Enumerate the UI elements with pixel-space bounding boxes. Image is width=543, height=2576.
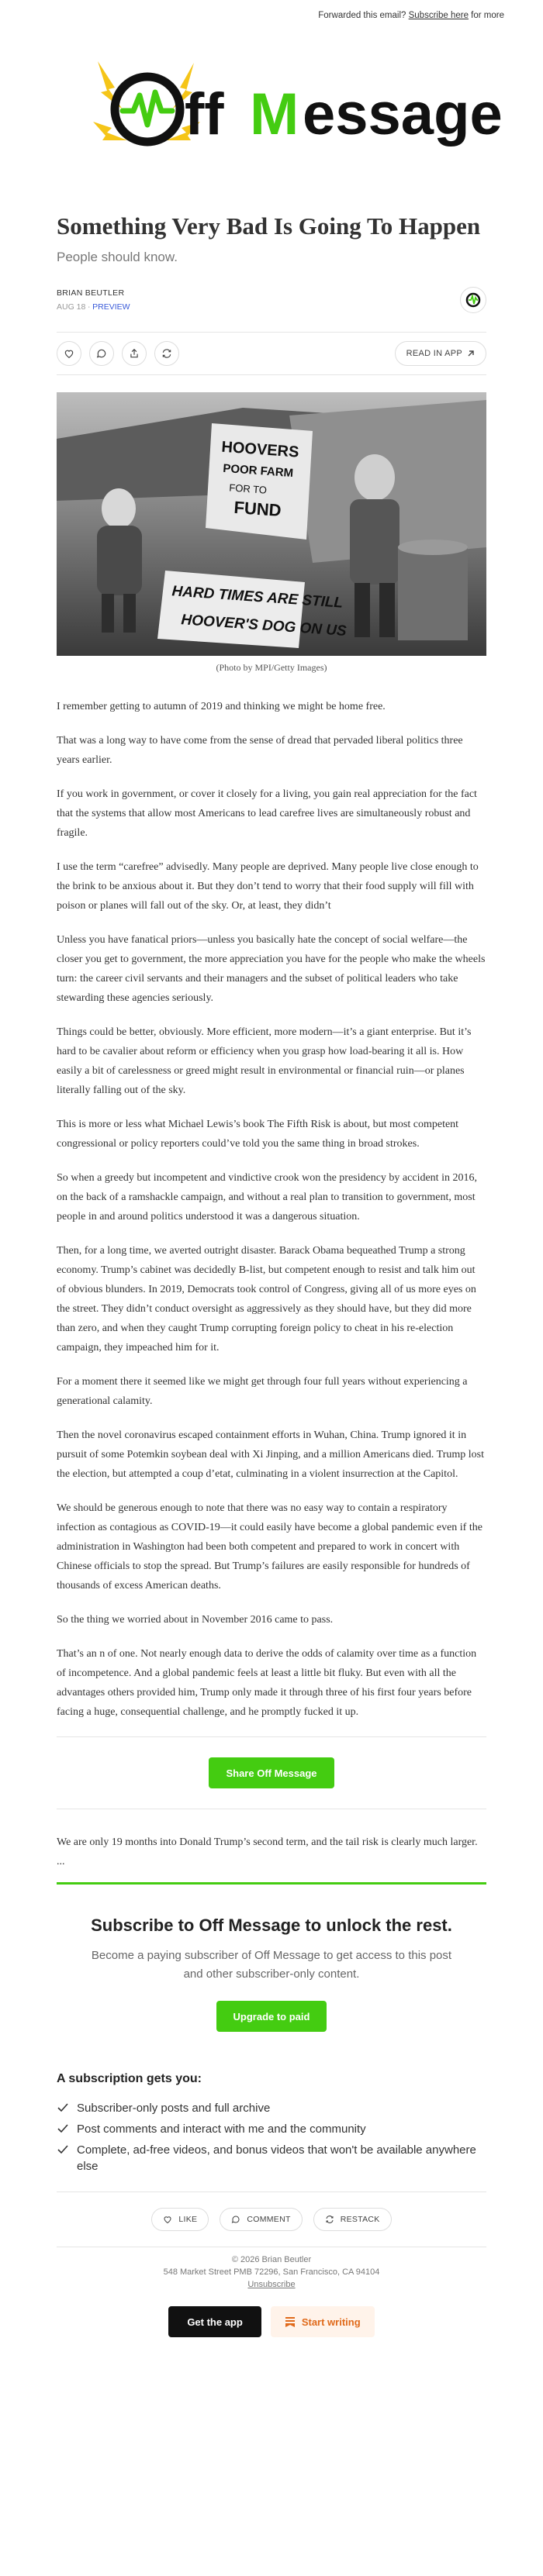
like-button[interactable] bbox=[57, 341, 81, 366]
restack-button[interactable] bbox=[154, 341, 179, 366]
hero-photo-art bbox=[57, 392, 486, 656]
paywall-text: Become a paying subscriber of Off Message to get access to this post and other subscriber-only content. bbox=[91, 1949, 452, 1981]
post-subtitle: People should know. bbox=[57, 250, 178, 264]
get-the-app-button[interactable]: Get the app bbox=[168, 2306, 261, 2337]
svg-text:HARD TIMES ARE STILL: HARD TIMES ARE STILL bbox=[171, 583, 344, 612]
mailing-address: 548 Market Street PMB 72296, San Francisco, CA 94104 bbox=[163, 2267, 380, 2277]
author-name[interactable]: BRIAN BEUTLER bbox=[57, 288, 125, 298]
byline bbox=[57, 287, 486, 313]
publication-avatar-icon bbox=[465, 291, 482, 309]
benefits-list bbox=[57, 2100, 486, 2174]
substack-icon bbox=[285, 2316, 296, 2327]
body-paragraph: We should be generous enough to note that there was no easy way to contain a respiratory infection as contagious as COVID-19—it could easily have become a global pandemic even if the administration in Washington had been both competent and prepared to work in concert with Chinese officials to stop the spread. But Trump’s failures are easily responsible for hundreds of thousands of excess American deaths. bbox=[57, 1502, 482, 1591]
body-paragraph: Then the novel coronavirus escaped containment efforts in Wuhan, China. Trump ignored it in pursuit of some Potemkin soybean deal with Xi Jinping, and a million Americans died. Trump lost the election, but attempted a coup d’etat, culminating in a violent insurrection at the Capitol. bbox=[57, 1429, 485, 1480]
body-paragraph: For a moment there it seemed like we might get through four full years without experiencing a generational calamity. bbox=[57, 1376, 468, 1407]
benefits-title: A subscription gets you: bbox=[57, 2072, 202, 2085]
svg-text:POOR FARM: POOR FARM bbox=[222, 461, 294, 481]
post-column bbox=[57, 212, 486, 2353]
comment-icon bbox=[231, 2215, 240, 2224]
heart-icon bbox=[163, 2215, 172, 2224]
post-date: AUG 18 bbox=[57, 302, 86, 312]
share-publication-button[interactable]: Share Off Message bbox=[209, 1757, 334, 1788]
svg-text:FUND: FUND bbox=[233, 497, 282, 521]
publication-logo[interactable] bbox=[0, 20, 543, 198]
footer-comment-button[interactable] bbox=[220, 2208, 302, 2231]
preview-label: PREVIEW bbox=[92, 302, 130, 312]
forward-suffix: for more bbox=[471, 11, 504, 20]
like-label: LIKE bbox=[178, 2215, 198, 2224]
paywall-title: Subscribe to Off Message to unlock the rest. bbox=[91, 1916, 452, 1935]
paywall-teaser: We are only 19 months into Donald Trump’s second term, and the tail risk is clearly much larger. ... bbox=[57, 1836, 478, 1867]
benefit-text: Subscriber-only posts and full archive bbox=[77, 2102, 271, 2115]
body-paragraph: So when a greedy but incompetent and vindictive crook won the presidency by accident in 2016, on the back of a ramshackle campaign, and without a real plan to transition to government, most people in and around politics understood it was a dangerous situation. bbox=[57, 1172, 477, 1222]
meta-separator: ∙ bbox=[88, 302, 91, 312]
post-title[interactable]: Something Very Bad Is Going To Happen bbox=[57, 212, 481, 240]
start-writing-label: Start writing bbox=[301, 2316, 361, 2328]
copyright: © 2026 Brian Beutler bbox=[231, 2255, 312, 2264]
comment-icon bbox=[96, 348, 107, 359]
footer-restack-button[interactable] bbox=[313, 2208, 392, 2231]
body-paragraph: If you work in government, or cover it closely for a living, you gain real appreciation for the fact that the systems that allow most Americans to lead carefree lives are simultaneously robust and fragile. bbox=[57, 788, 477, 839]
restack-icon bbox=[161, 348, 172, 359]
app-buttons bbox=[57, 2306, 486, 2353]
restack-icon bbox=[325, 2215, 334, 2224]
comment-button[interactable] bbox=[89, 341, 114, 366]
body-paragraph: I remember getting to autumn of 2019 and thinking we might be home free. bbox=[57, 701, 386, 712]
paywall-divider bbox=[57, 1882, 486, 1885]
body-paragraph: Things could be better, obviously. More efficient, more modern—it’s a giant enterprise. But it’s hard to be cavalier about reform or efficiency when you grasp how load-bearing it all is. How easily a bit of carelessness or greed might result in environmental or financial ruin—or planes literally falling out of the sky. bbox=[57, 1026, 472, 1096]
subscribe-link[interactable]: Subscribe here bbox=[408, 11, 469, 20]
body-paragraph: This is more or less what Michael Lewis’s book The Fifth Risk is about, but most competent congressional or policy reporters could’ve told you the same thing in broad strokes. bbox=[57, 1119, 459, 1150]
body-paragraph: I use the term “carefree” advisedly. Many people are deprived. Many people live close enough to the brink to be anxious about it. But they don’t tend to worry that their food supply will fill with poison or planes will fall out of the sky. Or, at least, they didn’t bbox=[57, 861, 479, 912]
read-in-app-button[interactable] bbox=[395, 341, 486, 366]
heart-icon bbox=[64, 348, 74, 359]
upgrade-to-paid-button[interactable]: Upgrade to paid bbox=[216, 2001, 327, 2032]
benefit-item bbox=[57, 2121, 486, 2137]
body-paragraph: So the thing we worried about in November 2016 came to pass. bbox=[57, 1614, 334, 1626]
svg-text:HOOVER'S DOG ON US: HOOVER'S DOG ON US bbox=[180, 612, 348, 640]
svg-text:FOR TO: FOR TO bbox=[228, 481, 268, 496]
comment-label: COMMENT bbox=[247, 2215, 291, 2224]
off-message-logo bbox=[78, 47, 503, 171]
photo-caption: (Photo by MPI/Getty Images) bbox=[216, 662, 327, 673]
body-paragraph: Then, for a long time, we averted outright disaster. Barack Obama bequeathed Trump a strong economy. Trump’s cabinet was decidedly B-list, but competent enough to resist and talk him out of obvious blunders. In 2019, Democrats took control of Congress, giving all of us more eyes on the street. They didn’t conduct oversight as aggressively as they should have, but they did more than zero, and when they caught Trump corrupting foreign policy to cheat in his re-election campaign, they impeached him for it. bbox=[57, 1245, 476, 1354]
post-body bbox=[57, 697, 486, 1722]
benefit-text: Post comments and interact with me and the community bbox=[77, 2123, 366, 2136]
share-icon bbox=[129, 348, 140, 359]
email-footer bbox=[57, 2254, 486, 2291]
avatar[interactable] bbox=[460, 287, 486, 313]
footer-actions bbox=[57, 2192, 486, 2247]
external-arrow-icon bbox=[467, 350, 475, 357]
hero-photo[interactable] bbox=[57, 392, 486, 656]
share-button[interactable] bbox=[122, 341, 147, 366]
read-in-app-label: READ IN APP bbox=[406, 349, 462, 358]
body-paragraph: That’s an n of one. Not nearly enough data to derive the odds of calamity over time as a function of incompetence. And a global pandemic feels at least a little bit fluky. But even with all the advantages others provided him, Trump only made it through three of his first four years before facing a huge, consequential challenge, and he promptly fucked it up. bbox=[57, 1648, 477, 1718]
svg-text:essage: essage bbox=[303, 81, 503, 147]
svg-text:ff: ff bbox=[185, 81, 224, 147]
footer-like-button[interactable] bbox=[151, 2208, 209, 2231]
checkmark-icon bbox=[57, 2123, 69, 2134]
post-meta bbox=[57, 302, 130, 312]
benefit-item bbox=[57, 2100, 486, 2116]
start-writing-button[interactable] bbox=[271, 2306, 375, 2337]
svg-text:M: M bbox=[250, 81, 299, 147]
share-section bbox=[57, 1737, 486, 1809]
svg-text:HOOVERS: HOOVERS bbox=[220, 438, 300, 461]
benefit-text: Complete, ad-free videos, and bonus videos that won't be available anywhere else bbox=[77, 2143, 476, 2173]
post-actions-bar bbox=[57, 332, 486, 375]
body-paragraph: That was a long way to have come from the sense of dread that pervaded liberal politics three years earlier. bbox=[57, 735, 463, 766]
restack-label: RESTACK bbox=[340, 2215, 380, 2224]
checkmark-icon bbox=[57, 2144, 69, 2155]
forward-text: Forwarded this email? bbox=[318, 11, 406, 20]
forward-notice bbox=[0, 0, 543, 20]
body-paragraph: Unless you have fanatical priors—unless you basically hate the concept of social welfare—the closer you get to government, the more appreciation you have for the people who make the wheels turn: the career civil servants and their managers and the subset of political leaders who take stewarding these agencies seriously. bbox=[57, 934, 486, 1004]
checkmark-icon bbox=[57, 2102, 69, 2113]
benefit-item bbox=[57, 2142, 486, 2174]
unsubscribe-link[interactable]: Unsubscribe bbox=[247, 2280, 296, 2289]
